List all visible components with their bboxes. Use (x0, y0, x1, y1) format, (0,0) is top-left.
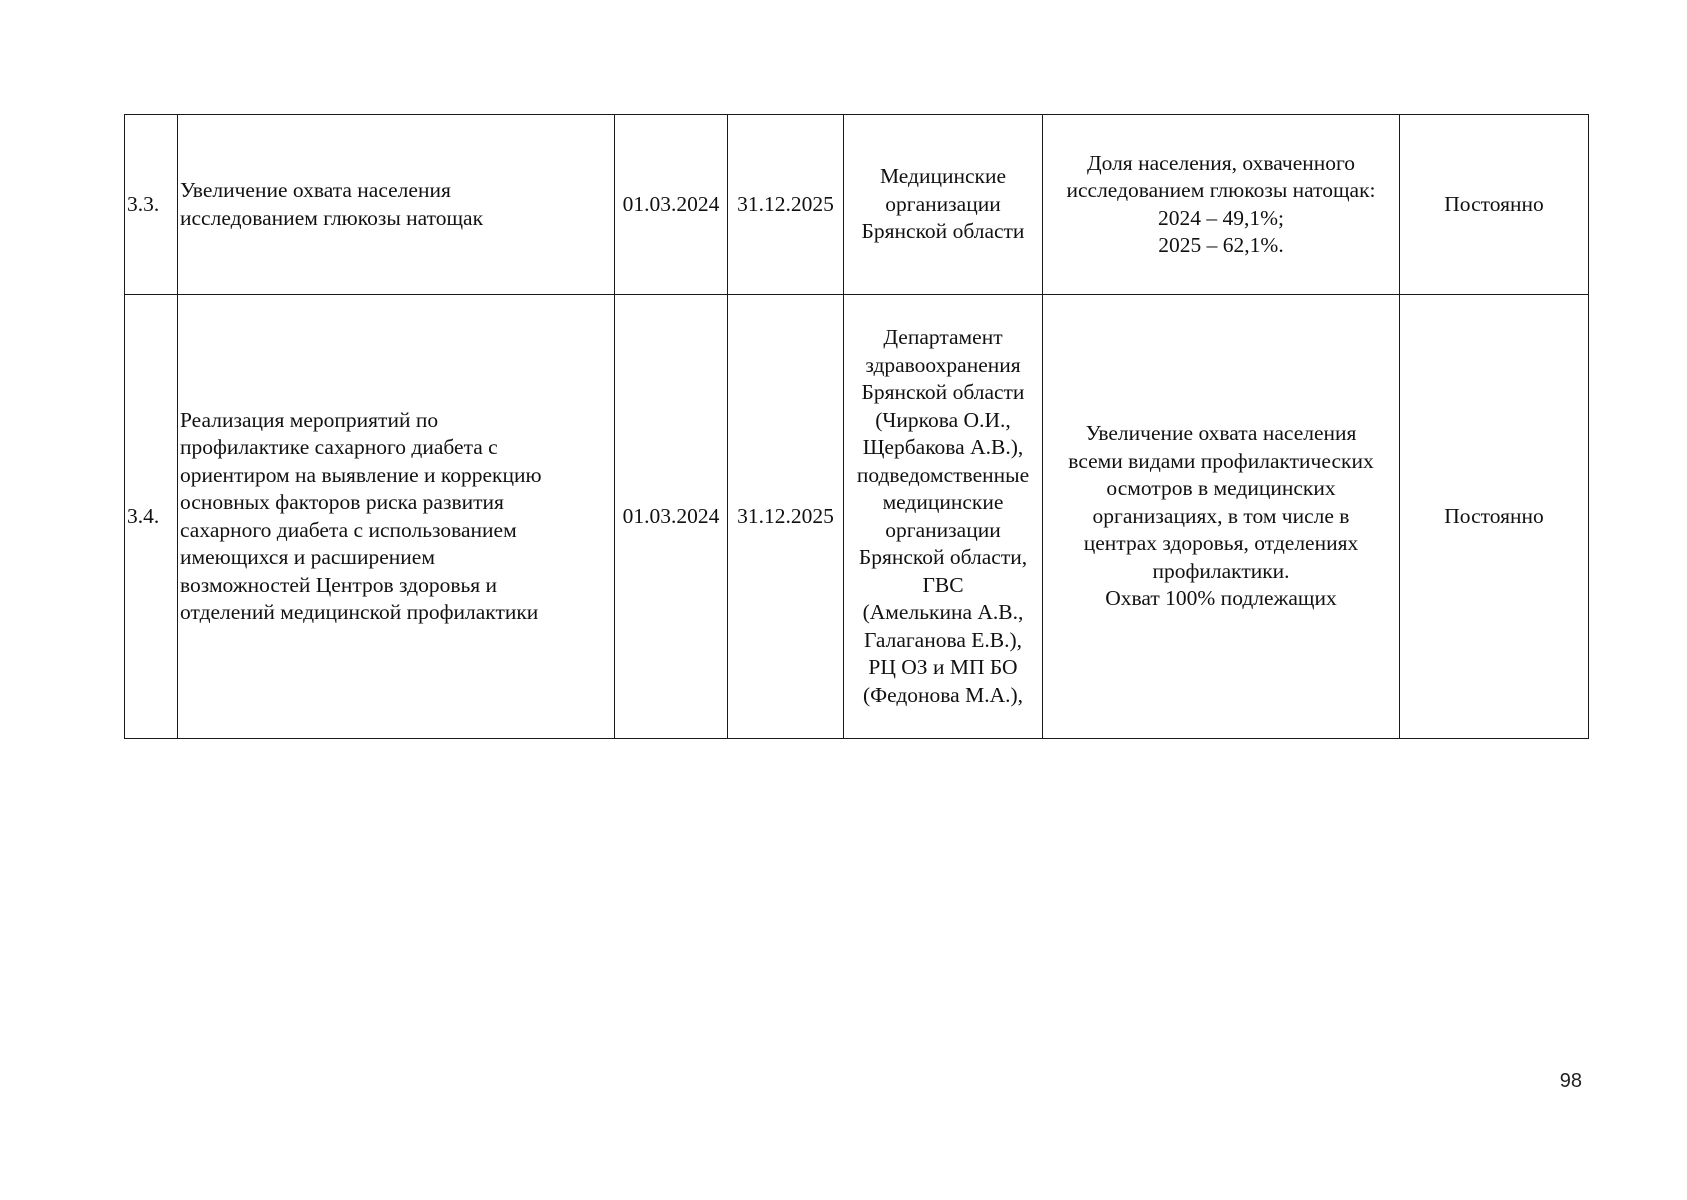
row-number: 3.3. (125, 115, 178, 295)
result-line: профилактики. (1152, 558, 1290, 583)
activity-name-line: имеющихся и расширением (180, 545, 435, 569)
row-number: 3.4. (125, 295, 178, 739)
page-number: 98 (1559, 1070, 1582, 1092)
executor-line: Департамент (883, 325, 1003, 349)
activity-name-line: профилактике сахарного диабета с (180, 435, 498, 459)
end-date: 31.12.2025 (728, 295, 844, 739)
result-line: Охват 100% подлежащих (1105, 586, 1337, 611)
activity-name-line: исследованием глюкозы натощак (180, 205, 484, 230)
activities-table (124, 114, 1589, 739)
periodicity: Постоянно (1400, 295, 1589, 739)
start-date: 01.03.2024 (615, 295, 728, 739)
periodicity: Постоянно (1400, 115, 1589, 295)
executor-line: организации (885, 191, 1001, 216)
executor-line: РЦ ОЗ и МП БО (868, 655, 1018, 679)
executor-line: подведомственные (856, 462, 1030, 487)
executor-line: (Федонова М.А.), (862, 682, 1024, 707)
executor-line: (Амелькина А.В., (862, 600, 1024, 624)
executor-line: Галаганова Е.В.), (863, 627, 1023, 652)
result-line: всеми видами профилактических (1068, 448, 1374, 473)
executor (844, 295, 1043, 739)
result-line: центрах здоровья, отделениях (1083, 531, 1359, 556)
executor-line: медицинские (882, 490, 1004, 514)
executor (844, 115, 1043, 295)
activity-name-line: сахарного диабета с использованием (180, 517, 517, 542)
activity-name-line: возможностей Центров здоровья и (180, 572, 498, 597)
executor-line: Брянской области (861, 219, 1025, 244)
result-line: Увеличение охвата населения (1085, 421, 1357, 446)
start-date: 01.03.2024 (615, 115, 728, 295)
result-line: организациях, в том числе в (1092, 503, 1350, 528)
activity-name-line: основных факторов риска развития (180, 490, 504, 514)
result-line: исследованием глюкозы натощак: (1066, 178, 1376, 202)
executor-line: ГВС (922, 572, 964, 597)
executor-line: (Чиркова О.И., (875, 407, 1011, 432)
activity-name-line: ориентиром на выявление и коррекцию (180, 462, 542, 487)
expected-result (1043, 115, 1400, 295)
result-line: 2024 – 49,1%; (1157, 205, 1284, 230)
result-line: Доля населения, охваченного (1086, 150, 1356, 175)
executor-line: Медицинские (879, 164, 1007, 189)
executor-line: Брянской области (861, 380, 1025, 404)
executor-line: здравоохранения (865, 352, 1021, 377)
result-line: осмотров в медицинских (1106, 476, 1336, 501)
end-date: 31.12.2025 (728, 115, 844, 295)
expected-result (1043, 295, 1400, 739)
activity-name-line: Увеличение охвата населения (180, 178, 451, 202)
activity-name-line: отделений медицинской профилактики (180, 600, 539, 624)
activity-name-line: Реализация мероприятий по (180, 407, 439, 432)
executor-line: Щербакова А.В.), (862, 435, 1024, 459)
table-row (125, 115, 1589, 295)
result-line: 2025 – 62,1%. (1158, 233, 1284, 257)
table-row (125, 295, 1589, 739)
activity-name (178, 115, 615, 295)
executor-line: организации (885, 517, 1001, 542)
activity-name (178, 295, 615, 739)
executor-line: Брянской области, (858, 545, 1028, 569)
